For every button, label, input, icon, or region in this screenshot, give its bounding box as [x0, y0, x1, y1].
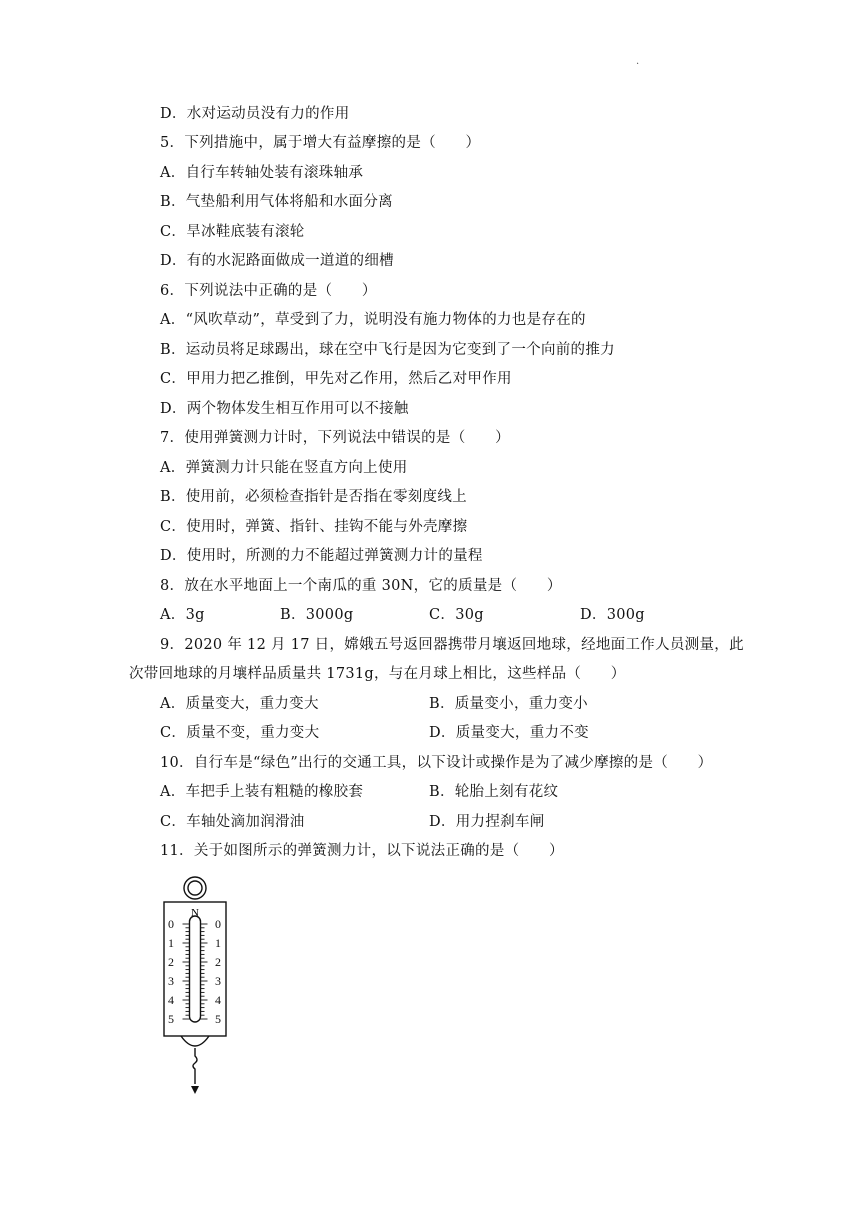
scale-right-3: 3 [215, 974, 221, 988]
q7-option-b: B．使用前，必须检查指针是否指在零刻度线上 [160, 489, 467, 505]
scale-left-5: 5 [168, 1012, 174, 1026]
scale-left-1: 1 [168, 936, 174, 950]
q7-stem: 7．使用弹簧测力计时，下列说法中错误的是（ ） [160, 430, 510, 446]
q7-option-c: C．使用时，弹簧、指针、挂钩不能与外壳摩擦 [160, 519, 468, 535]
q8-stem: 8．放在水平地面上一个南瓜的重 30N，它的质量是（ ） [160, 578, 562, 594]
q8-option-a: A．3g [160, 607, 205, 623]
scale-left-4: 4 [168, 993, 174, 1007]
q8-option-d: D．300g [580, 607, 645, 623]
q9-stem-line1: 9．2020 年 12 月 17 日，嫦娥五号返回器携带月壤返回地球，经地面工作人员测量，此 [160, 637, 744, 653]
q6-option-c: C．甲用力把乙推倒，甲先对乙作用，然后乙对甲作用 [160, 371, 512, 387]
scale-left-0: 0 [168, 917, 174, 931]
q10-option-c: C．车轴处滴加润滑油 [160, 814, 305, 830]
q5-option-d: D．有的水泥路面做成一道道的细槽 [160, 253, 394, 269]
spring-scale-hook [193, 1048, 197, 1084]
q5-stem: 5．下列措施中，属于增大有益摩擦的是（ ） [160, 135, 481, 151]
force-arrow-icon [191, 1086, 199, 1094]
spring-scale-ring-inner [188, 881, 202, 895]
q6-option-a: A．“风吹草动”，草受到了力，说明没有施力物体的力也是存在的 [160, 312, 586, 328]
q6-option-b: B．运动员将足球踢出，球在空中飞行是因为它变到了一个向前的推力 [160, 342, 615, 358]
scale-unit-label: N [191, 907, 199, 919]
scale-right-5: 5 [215, 1012, 221, 1026]
scale-right-4: 4 [215, 993, 221, 1007]
q7-option-d: D．使用时，所测的力不能超过弹簧测力计的量程 [160, 548, 483, 564]
q9-option-c: C．质量不变，重力变大 [160, 725, 320, 741]
q9-stem-line2: 次带回地球的月壤样品质量共 1731g，与在月球上相比，这些样品（ ） [129, 666, 626, 682]
q10-option-d: D．用力捏刹车闸 [429, 814, 545, 830]
q7-option-a: A．弹簧测力计只能在竖直方向上使用 [160, 460, 408, 476]
q10-option-a: A．车把手上装有粗糙的橡胶套 [160, 784, 364, 800]
scale-left-2: 2 [168, 955, 174, 969]
q5-option-c: C．旱冰鞋底装有滚轮 [160, 224, 305, 240]
scale-right-0: 0 [215, 917, 221, 931]
q10-stem: 10．自行车是“绿色”出行的交通工具，以下设计或操作是为了减少摩擦的是（ ） [160, 755, 713, 771]
q8-option-c: C．30g [429, 607, 484, 623]
q9-option-b: B．质量变小，重力变小 [429, 696, 588, 712]
scale-right-2: 2 [215, 955, 221, 969]
scale-right-1: 1 [215, 936, 221, 950]
spring-scale-ticks [183, 924, 208, 1019]
q4-option-d: D．水对运动员没有力的作用 [160, 106, 350, 122]
q6-stem: 6．下列说法中正确的是（ ） [160, 283, 377, 299]
q8-option-b: B．3000g [280, 607, 354, 623]
q6-option-d: D．两个物体发生相互作用可以不接触 [160, 401, 409, 417]
q9-option-a: A．质量变大，重力变大 [160, 696, 319, 712]
q9-option-d: D．质量变大，重力不变 [429, 725, 589, 741]
q10-option-b: B．轮胎上刻有花纹 [429, 784, 559, 800]
header-mark: . [636, 56, 640, 67]
scale-left-3: 3 [168, 974, 174, 988]
q5-option-b: B．气垫船利用气体将船和水面分离 [160, 194, 393, 210]
q5-option-a: A．自行车转轴处装有滚珠轴承 [160, 165, 364, 181]
spring-scale-figure [150, 872, 240, 1102]
spring-scale-tube [190, 916, 201, 1022]
q11-stem: 11．关于如图所示的弹簧测力计，以下说法正确的是（ ） [160, 843, 564, 859]
spring-scale-bottom-tab [181, 1036, 209, 1046]
